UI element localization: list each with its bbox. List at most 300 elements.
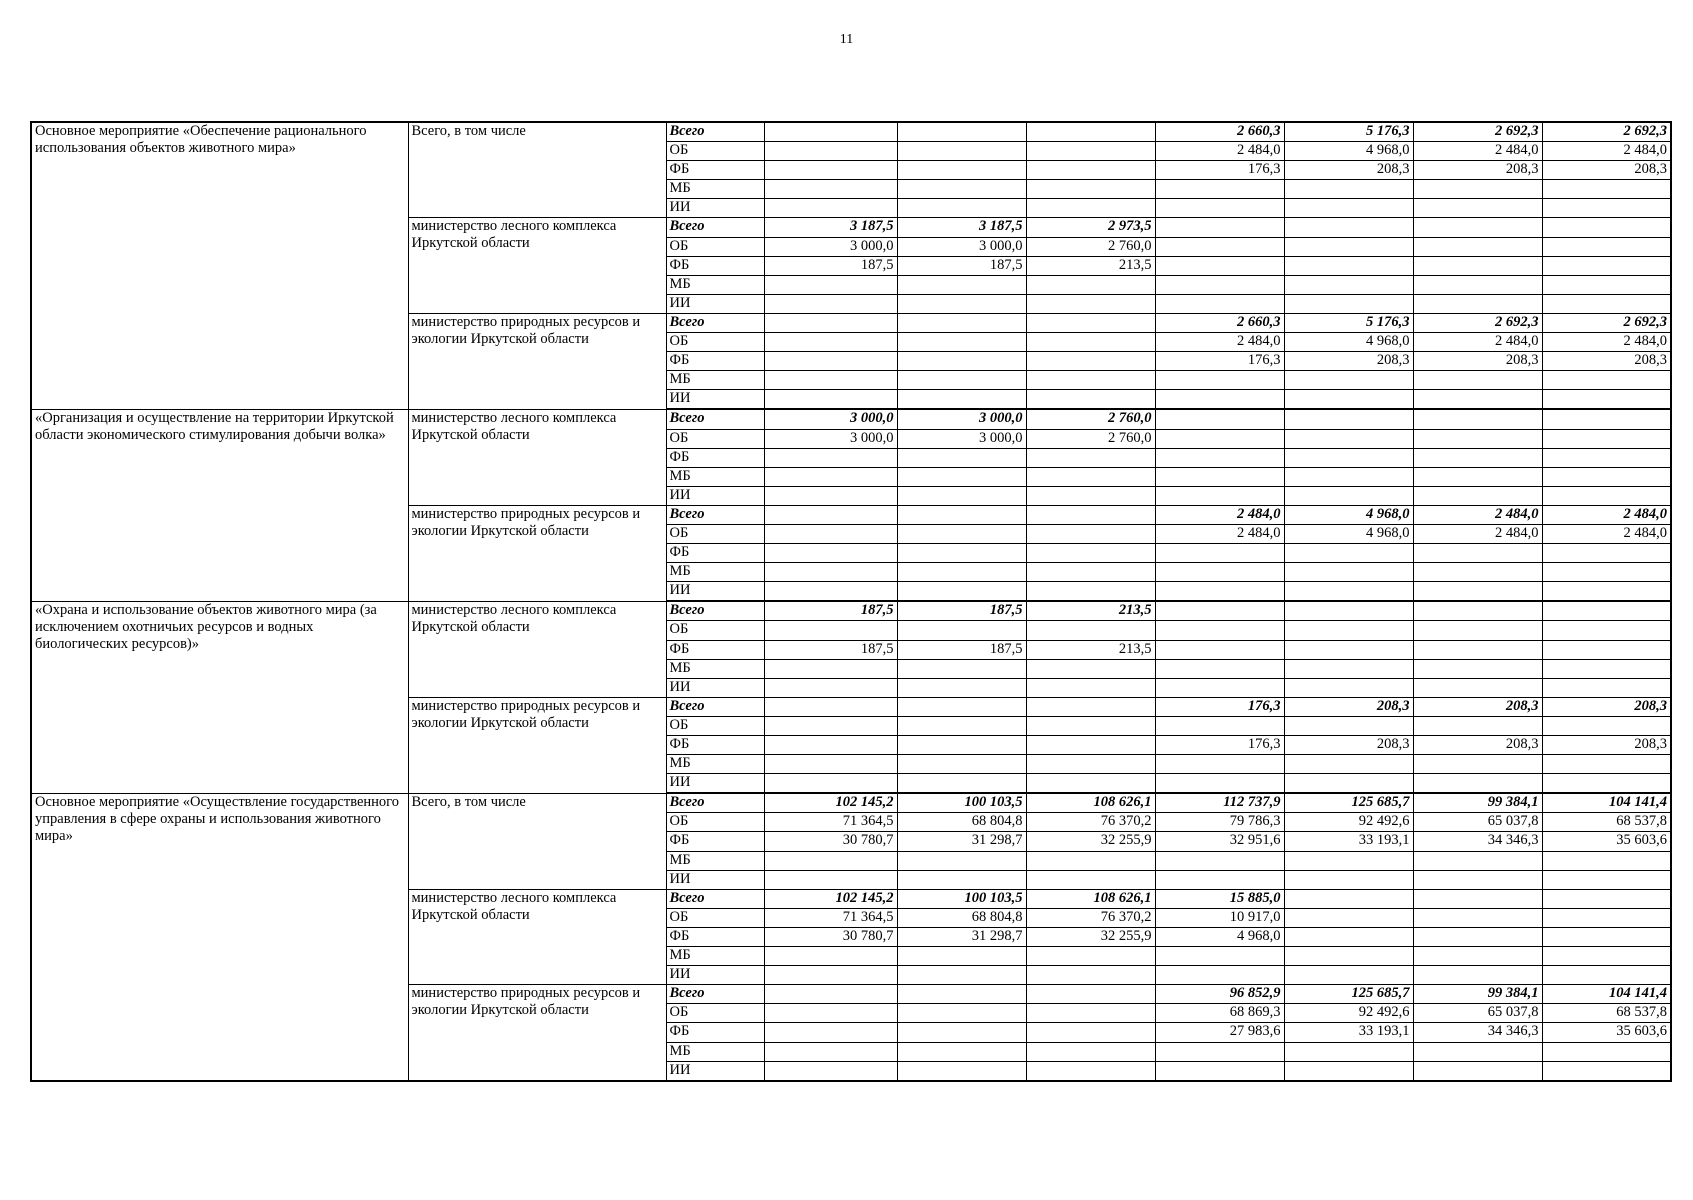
table-row (31, 601, 1671, 621)
value-cell: 208,3 (1542, 352, 1671, 371)
value-cell: 2 973,5 (1026, 218, 1155, 237)
value-cell (1155, 294, 1284, 313)
value-cell (1026, 313, 1155, 332)
value-cell (1155, 659, 1284, 678)
value-cell: 2 692,3 (1413, 122, 1542, 142)
value-cell (1542, 870, 1671, 889)
value-cell (1284, 409, 1413, 429)
funding-source-cell: Всего (666, 601, 764, 621)
value-cell (1284, 889, 1413, 908)
value-cell (1026, 1023, 1155, 1042)
value-cell (1284, 640, 1413, 659)
value-cell (1542, 237, 1671, 256)
value-cell (897, 947, 1026, 966)
value-cell: 102 145,2 (764, 793, 897, 813)
value-cell (1542, 199, 1671, 218)
value-cell (1026, 1042, 1155, 1061)
funding-source-cell: ИИ (666, 678, 764, 697)
value-cell (1155, 237, 1284, 256)
value-cell (764, 448, 897, 467)
activity-name-cell: Основное мероприятие «Осуществление государственного управления в сфере охраны и использования животного мира» (31, 793, 408, 1080)
value-cell (764, 1042, 897, 1061)
funding-source-cell: ИИ (666, 1061, 764, 1081)
funding-source-cell: МБ (666, 947, 764, 966)
funding-source-cell: ОБ (666, 621, 764, 640)
value-cell (764, 697, 897, 716)
value-cell: 4 968,0 (1284, 142, 1413, 161)
value-cell (1026, 180, 1155, 199)
value-cell (1026, 678, 1155, 697)
value-cell (897, 180, 1026, 199)
value-cell (764, 947, 897, 966)
value-cell (764, 736, 897, 755)
funding-source-cell: ОБ (666, 237, 764, 256)
value-cell (1284, 947, 1413, 966)
value-cell (1284, 448, 1413, 467)
funding-source-cell: Всего (666, 889, 764, 908)
value-cell: 4 968,0 (1155, 927, 1284, 946)
value-cell: 99 384,1 (1413, 985, 1542, 1004)
value-cell (764, 199, 897, 218)
funding-source-cell: ОБ (666, 142, 764, 161)
value-cell (1284, 870, 1413, 889)
value-cell: 3 000,0 (897, 429, 1026, 448)
value-cell: 208,3 (1413, 161, 1542, 180)
value-cell (1413, 429, 1542, 448)
value-cell (1026, 390, 1155, 410)
value-cell (1155, 966, 1284, 985)
value-cell (897, 199, 1026, 218)
funding-source-cell: МБ (666, 659, 764, 678)
value-cell (764, 621, 897, 640)
value-cell: 2 692,3 (1542, 122, 1671, 142)
funding-source-cell: ФБ (666, 256, 764, 275)
funding-source-cell: ФБ (666, 927, 764, 946)
value-cell (897, 870, 1026, 889)
value-cell (1542, 851, 1671, 870)
value-cell (1155, 371, 1284, 390)
funding-source-cell: МБ (666, 180, 764, 199)
value-cell (897, 294, 1026, 313)
value-cell: 208,3 (1284, 736, 1413, 755)
value-cell (1542, 390, 1671, 410)
value-cell: 2 484,0 (1542, 524, 1671, 543)
value-cell: 4 968,0 (1284, 505, 1413, 524)
budget-table-body (31, 122, 1671, 1081)
value-cell (1026, 870, 1155, 889)
value-cell (1413, 294, 1542, 313)
value-cell (764, 390, 897, 410)
value-cell (1284, 659, 1413, 678)
value-cell (1026, 371, 1155, 390)
value-cell (764, 505, 897, 524)
value-cell (1284, 601, 1413, 621)
value-cell (1155, 409, 1284, 429)
value-cell: 32 951,6 (1155, 832, 1284, 851)
value-cell (1542, 544, 1671, 563)
value-cell (1284, 199, 1413, 218)
value-cell: 3 000,0 (897, 409, 1026, 429)
value-cell (1413, 640, 1542, 659)
activity-name-cell: Основное мероприятие «Обеспечение рационального использования объектов животного мира» (31, 122, 408, 409)
value-cell (1155, 755, 1284, 774)
value-cell (897, 505, 1026, 524)
value-cell (1155, 390, 1284, 410)
value-cell: 3 000,0 (764, 237, 897, 256)
value-cell (1413, 851, 1542, 870)
value-cell (1284, 218, 1413, 237)
value-cell (897, 524, 1026, 543)
value-cell (1155, 180, 1284, 199)
funding-source-cell: Всего (666, 218, 764, 237)
value-cell (1284, 774, 1413, 794)
value-cell (1026, 161, 1155, 180)
value-cell: 2 760,0 (1026, 429, 1155, 448)
value-cell (897, 582, 1026, 602)
value-cell: 2 484,0 (1155, 505, 1284, 524)
funding-source-cell: ИИ (666, 390, 764, 410)
value-cell (1026, 142, 1155, 161)
value-cell (764, 563, 897, 582)
value-cell: 4 968,0 (1284, 524, 1413, 543)
value-cell (1026, 1004, 1155, 1023)
funding-source-cell: Всего (666, 985, 764, 1004)
value-cell (764, 870, 897, 889)
value-cell (1413, 544, 1542, 563)
value-cell (1413, 870, 1542, 889)
value-cell: 108 626,1 (1026, 793, 1155, 813)
value-cell (1542, 582, 1671, 602)
value-cell (764, 1004, 897, 1023)
funding-source-cell: ФБ (666, 832, 764, 851)
value-cell (1284, 755, 1413, 774)
value-cell: 176,3 (1155, 697, 1284, 716)
value-cell: 2 760,0 (1026, 237, 1155, 256)
value-cell (764, 966, 897, 985)
value-cell (1542, 180, 1671, 199)
value-cell (1413, 275, 1542, 294)
value-cell (1413, 256, 1542, 275)
value-cell: 125 685,7 (1284, 985, 1413, 1004)
value-cell (764, 659, 897, 678)
value-cell (1413, 218, 1542, 237)
value-cell (897, 697, 1026, 716)
value-cell (1026, 582, 1155, 602)
value-cell: 2 484,0 (1155, 142, 1284, 161)
value-cell (1026, 716, 1155, 735)
value-cell (1542, 640, 1671, 659)
value-cell (897, 716, 1026, 735)
funding-source-cell: Всего (666, 122, 764, 142)
value-cell (1284, 563, 1413, 582)
value-cell: 208,3 (1542, 697, 1671, 716)
value-cell (1026, 563, 1155, 582)
value-cell (1413, 601, 1542, 621)
value-cell (1284, 927, 1413, 946)
value-cell (764, 486, 897, 505)
value-cell: 213,5 (1026, 640, 1155, 659)
value-cell (1542, 448, 1671, 467)
funding-source-cell: ФБ (666, 448, 764, 467)
value-cell (764, 1061, 897, 1081)
funding-source-cell: ОБ (666, 716, 764, 735)
value-cell (1026, 985, 1155, 1004)
value-cell: 187,5 (897, 256, 1026, 275)
value-cell: 3 000,0 (764, 429, 897, 448)
value-cell (1542, 563, 1671, 582)
value-cell (897, 275, 1026, 294)
value-cell (1542, 621, 1671, 640)
value-cell (1026, 122, 1155, 142)
value-cell: 2 484,0 (1413, 142, 1542, 161)
table-row (31, 793, 1671, 813)
funding-source-cell: МБ (666, 563, 764, 582)
value-cell (1026, 505, 1155, 524)
executor-cell: министерство лесного комплекса Иркутской области (408, 409, 666, 505)
value-cell: 92 492,6 (1284, 1004, 1413, 1023)
value-cell (1413, 582, 1542, 602)
value-cell (1542, 966, 1671, 985)
value-cell (1413, 1061, 1542, 1081)
value-cell (1155, 544, 1284, 563)
value-cell (1026, 1061, 1155, 1081)
value-cell: 4 968,0 (1284, 333, 1413, 352)
value-cell (1155, 601, 1284, 621)
value-cell (1542, 218, 1671, 237)
value-cell: 104 141,4 (1542, 793, 1671, 813)
funding-source-cell: МБ (666, 851, 764, 870)
funding-source-cell: ОБ (666, 813, 764, 832)
funding-source-cell: ОБ (666, 1004, 764, 1023)
value-cell (1413, 563, 1542, 582)
value-cell: 100 103,5 (897, 889, 1026, 908)
funding-source-cell: Всего (666, 505, 764, 524)
value-cell (1026, 544, 1155, 563)
value-cell (764, 142, 897, 161)
value-cell: 208,3 (1284, 697, 1413, 716)
value-cell (1413, 755, 1542, 774)
funding-source-cell: Всего (666, 697, 764, 716)
value-cell: 187,5 (897, 601, 1026, 621)
value-cell: 32 255,9 (1026, 832, 1155, 851)
value-cell (1284, 275, 1413, 294)
value-cell: 65 037,8 (1413, 813, 1542, 832)
value-cell: 2 484,0 (1542, 505, 1671, 524)
value-cell (764, 122, 897, 142)
value-cell: 34 346,3 (1413, 1023, 1542, 1042)
funding-source-cell: ФБ (666, 640, 764, 659)
value-cell: 208,3 (1542, 161, 1671, 180)
value-cell (1542, 927, 1671, 946)
value-cell: 33 193,1 (1284, 1023, 1413, 1042)
value-cell (1542, 908, 1671, 927)
value-cell (1155, 1042, 1284, 1061)
funding-source-cell: МБ (666, 1042, 764, 1061)
value-cell (1155, 774, 1284, 794)
value-cell: 2 484,0 (1413, 333, 1542, 352)
funding-source-cell: ФБ (666, 352, 764, 371)
value-cell: 187,5 (897, 640, 1026, 659)
value-cell (1026, 736, 1155, 755)
value-cell (1542, 1061, 1671, 1081)
executor-cell: министерство лесного комплекса Иркутской области (408, 889, 666, 984)
value-cell (1542, 1042, 1671, 1061)
value-cell (897, 659, 1026, 678)
value-cell (1542, 659, 1671, 678)
value-cell: 3 000,0 (764, 409, 897, 429)
value-cell (1542, 678, 1671, 697)
value-cell: 76 370,2 (1026, 908, 1155, 927)
value-cell: 96 852,9 (1155, 985, 1284, 1004)
value-cell (1026, 333, 1155, 352)
value-cell: 176,3 (1155, 352, 1284, 371)
value-cell (1542, 601, 1671, 621)
value-cell (897, 621, 1026, 640)
value-cell (1155, 678, 1284, 697)
value-cell: 176,3 (1155, 736, 1284, 755)
value-cell (1413, 908, 1542, 927)
value-cell: 35 603,6 (1542, 832, 1671, 851)
value-cell: 100 103,5 (897, 793, 1026, 813)
value-cell: 33 193,1 (1284, 832, 1413, 851)
value-cell: 208,3 (1284, 352, 1413, 371)
funding-source-cell: ИИ (666, 966, 764, 985)
value-cell: 31 298,7 (897, 832, 1026, 851)
value-cell (1155, 429, 1284, 448)
value-cell (1413, 716, 1542, 735)
value-cell (1542, 755, 1671, 774)
value-cell (1155, 947, 1284, 966)
value-cell (764, 467, 897, 486)
value-cell (764, 985, 897, 1004)
value-cell: 176,3 (1155, 161, 1284, 180)
value-cell (897, 985, 1026, 1004)
executor-cell: министерство лесного комплекса Иркутской области (408, 601, 666, 697)
value-cell: 3 000,0 (897, 237, 1026, 256)
value-cell (1542, 429, 1671, 448)
value-cell (1284, 582, 1413, 602)
executor-cell: министерство природных ресурсов и экологии Иркутской области (408, 985, 666, 1081)
funding-source-cell: ИИ (666, 294, 764, 313)
value-cell (1284, 237, 1413, 256)
value-cell (1026, 947, 1155, 966)
executor-cell: министерство природных ресурсов и экологии Иркутской области (408, 697, 666, 793)
value-cell (764, 333, 897, 352)
value-cell: 2 692,3 (1413, 313, 1542, 332)
value-cell (897, 1042, 1026, 1061)
value-cell (897, 774, 1026, 794)
value-cell (1155, 640, 1284, 659)
value-cell (897, 313, 1026, 332)
value-cell (1413, 1042, 1542, 1061)
value-cell (1155, 582, 1284, 602)
value-cell (764, 755, 897, 774)
value-cell: 68 804,8 (897, 813, 1026, 832)
value-cell (764, 582, 897, 602)
funding-source-cell: ОБ (666, 908, 764, 927)
executor-cell: министерство природных ресурсов и экологии Иркутской области (408, 313, 666, 409)
value-cell (1413, 467, 1542, 486)
funding-source-cell: ИИ (666, 486, 764, 505)
value-cell: 76 370,2 (1026, 813, 1155, 832)
value-cell (1284, 294, 1413, 313)
value-cell: 3 187,5 (764, 218, 897, 237)
executor-cell: министерство лесного комплекса Иркутской области (408, 218, 666, 313)
value-cell: 2 484,0 (1413, 524, 1542, 543)
value-cell: 2 484,0 (1413, 505, 1542, 524)
funding-source-cell: Всего (666, 793, 764, 813)
funding-source-cell: МБ (666, 275, 764, 294)
value-cell: 27 983,6 (1155, 1023, 1284, 1042)
value-cell (1026, 199, 1155, 218)
value-cell: 79 786,3 (1155, 813, 1284, 832)
value-cell (897, 333, 1026, 352)
funding-source-cell: ФБ (666, 161, 764, 180)
value-cell (764, 716, 897, 735)
value-cell: 15 885,0 (1155, 889, 1284, 908)
value-cell (1155, 467, 1284, 486)
value-cell: 187,5 (764, 640, 897, 659)
value-cell (1284, 467, 1413, 486)
funding-source-cell: ИИ (666, 582, 764, 602)
value-cell (1413, 621, 1542, 640)
funding-source-cell: ОБ (666, 524, 764, 543)
value-cell: 32 255,9 (1026, 927, 1155, 946)
value-cell (764, 544, 897, 563)
value-cell (897, 142, 1026, 161)
value-cell: 92 492,6 (1284, 813, 1413, 832)
funding-source-cell: МБ (666, 755, 764, 774)
value-cell: 2 484,0 (1542, 142, 1671, 161)
value-cell (897, 467, 1026, 486)
value-cell (1026, 352, 1155, 371)
funding-source-cell: ИИ (666, 774, 764, 794)
funding-source-cell: ФБ (666, 544, 764, 563)
value-cell: 2 660,3 (1155, 122, 1284, 142)
executor-cell: министерство природных ресурсов и экологии Иркутской области (408, 505, 666, 601)
value-cell: 35 603,6 (1542, 1023, 1671, 1042)
value-cell (1284, 908, 1413, 927)
value-cell: 213,5 (1026, 601, 1155, 621)
value-cell: 208,3 (1542, 736, 1671, 755)
value-cell (1413, 448, 1542, 467)
value-cell: 68 804,8 (897, 908, 1026, 927)
value-cell (897, 486, 1026, 505)
executor-cell: Всего, в том числе (408, 122, 666, 218)
value-cell: 71 364,5 (764, 813, 897, 832)
value-cell (1026, 294, 1155, 313)
value-cell (1026, 966, 1155, 985)
value-cell (764, 851, 897, 870)
value-cell (897, 390, 1026, 410)
funding-source-cell: ИИ (666, 870, 764, 889)
activity-name-cell: «Охрана и использование объектов животного мира (за исключением охотничьих ресурсов и водных биологических ресурсов)» (31, 601, 408, 793)
value-cell (1413, 237, 1542, 256)
budget-table (30, 121, 1672, 1082)
value-cell (1155, 621, 1284, 640)
value-cell (1542, 467, 1671, 486)
value-cell: 108 626,1 (1026, 889, 1155, 908)
value-cell (897, 122, 1026, 142)
value-cell (897, 851, 1026, 870)
value-cell (1542, 889, 1671, 908)
value-cell (1155, 851, 1284, 870)
value-cell (1413, 659, 1542, 678)
value-cell (764, 774, 897, 794)
value-cell (764, 161, 897, 180)
value-cell (1026, 448, 1155, 467)
value-cell (897, 966, 1026, 985)
